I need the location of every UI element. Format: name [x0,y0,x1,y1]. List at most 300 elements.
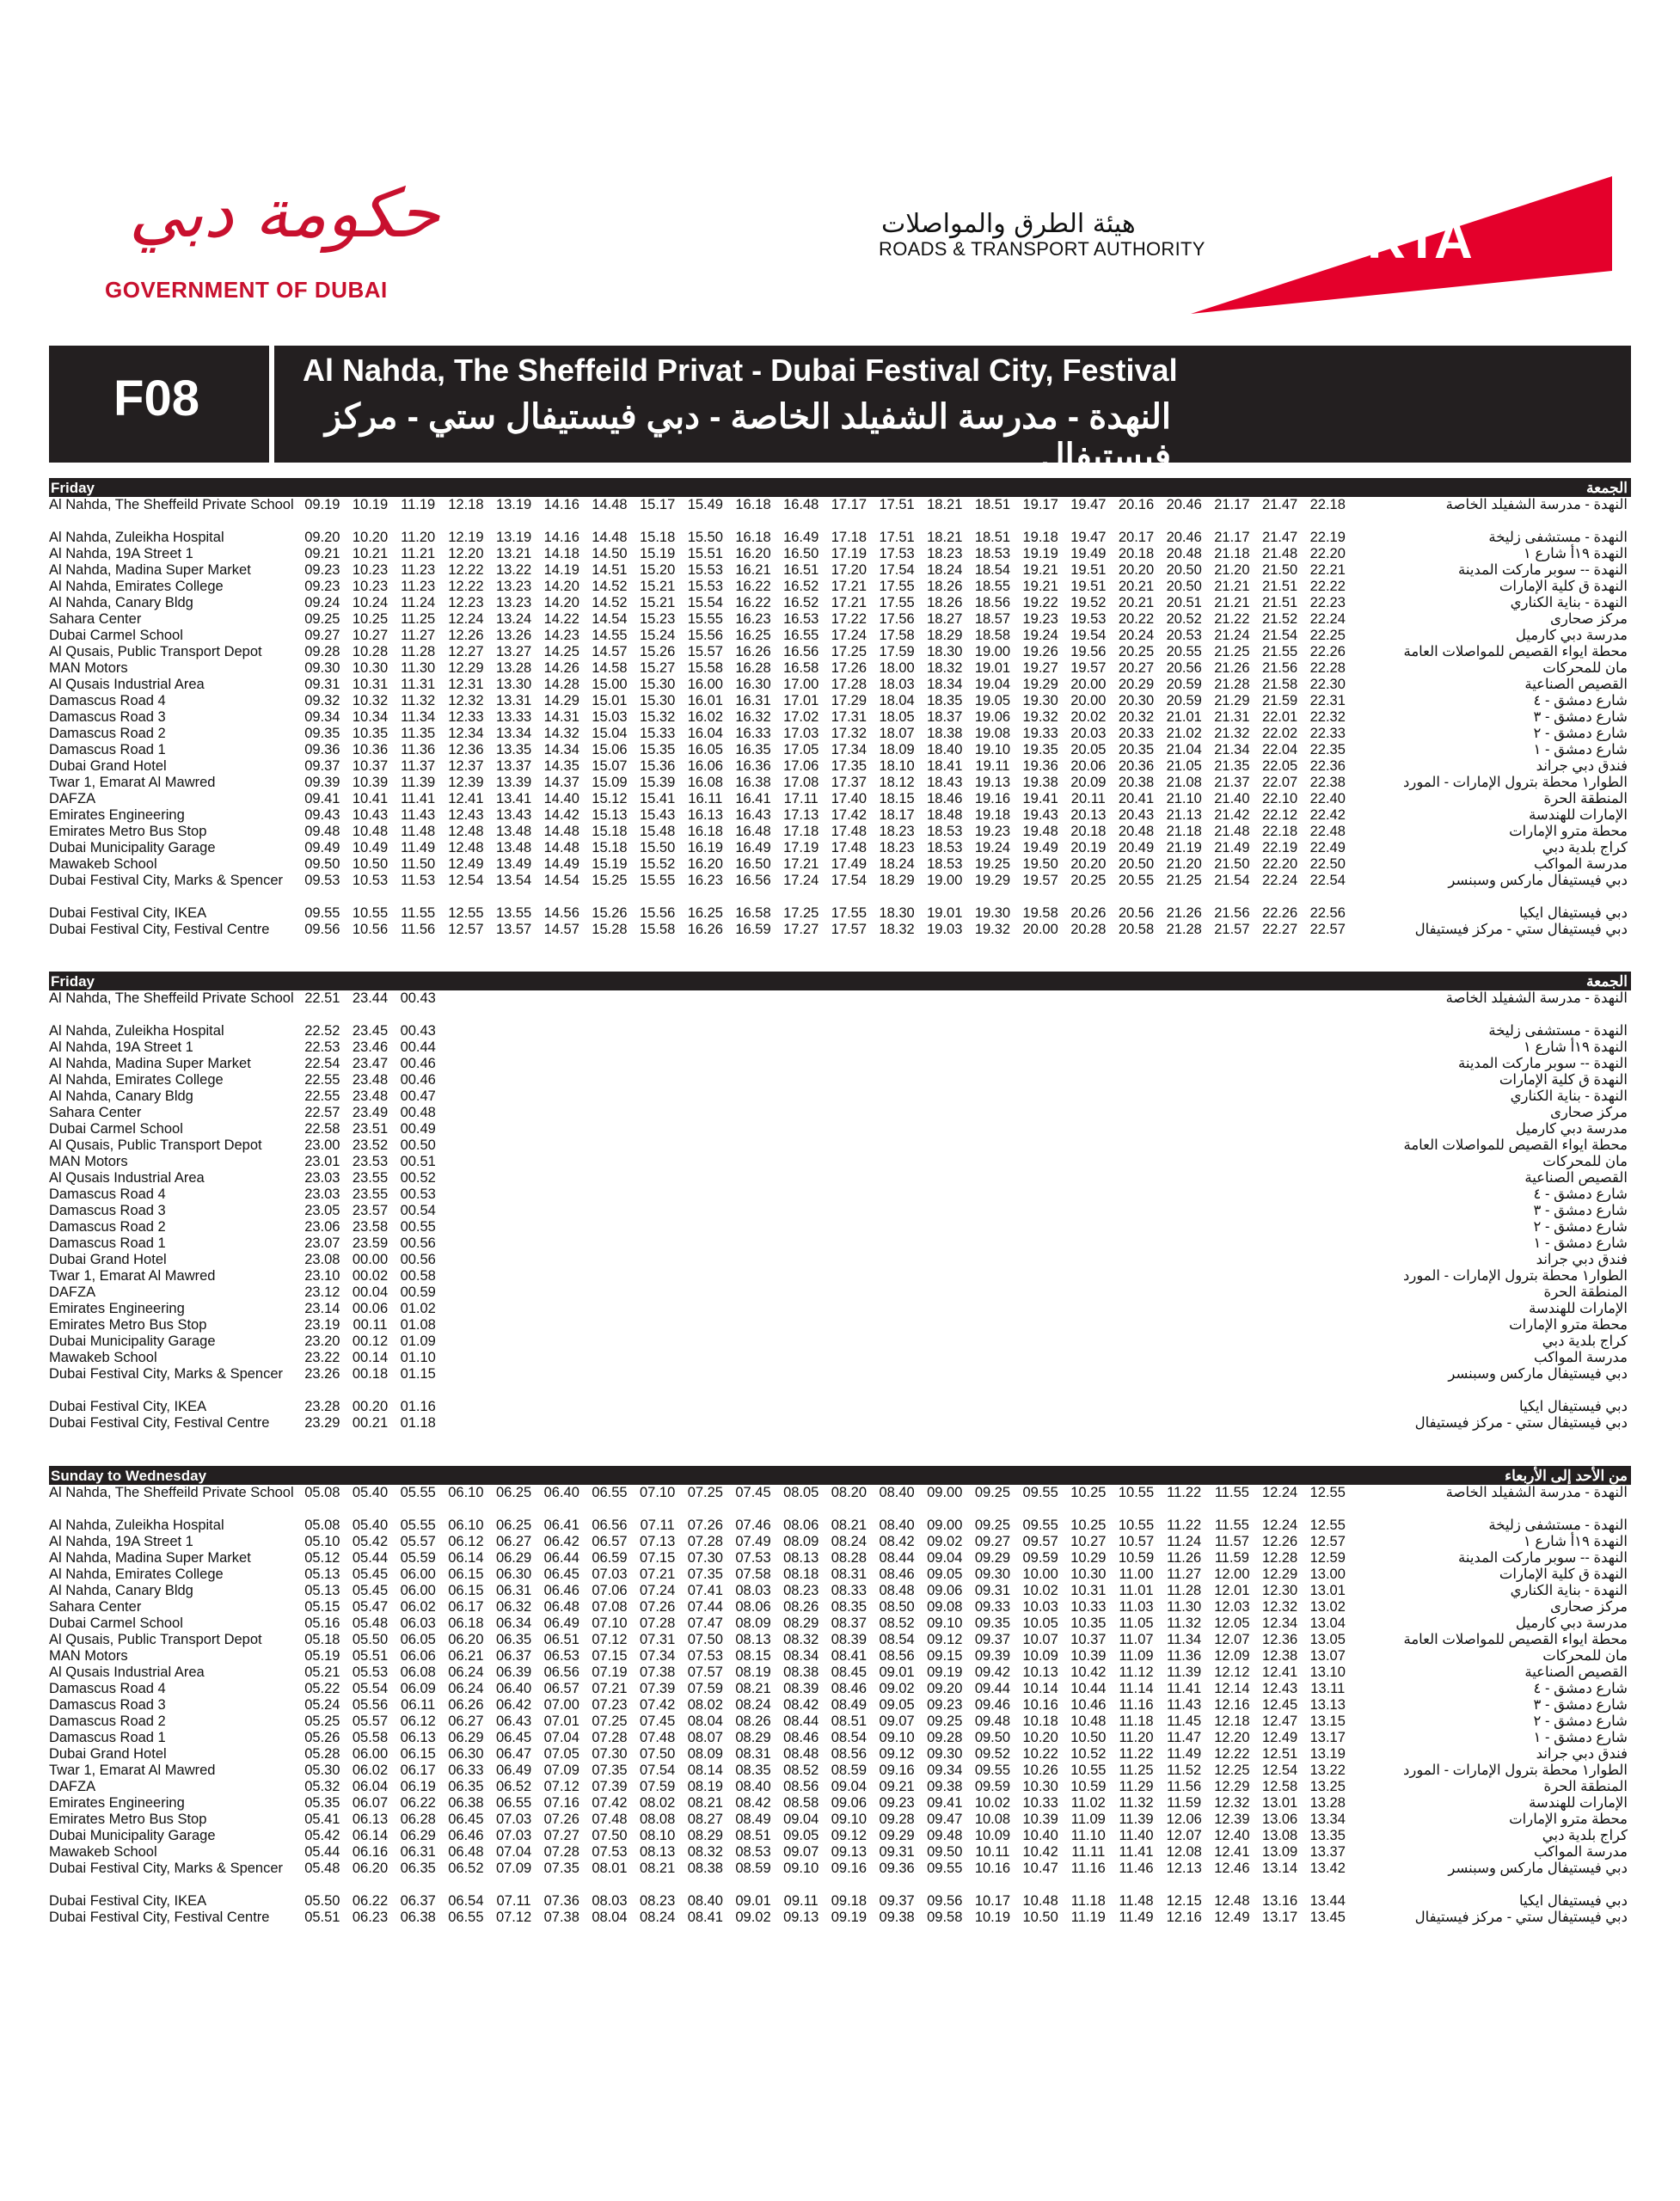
departure-time: 17.55 [831,905,868,921]
departure-time: 09.55 [1022,1485,1058,1500]
section-header [49,1466,1631,1485]
departure-time: 18.32 [927,660,963,676]
departure-time: 06.31 [495,1583,532,1598]
stop-name: Dubai Grand Hotel [49,1252,167,1267]
departure-time: 16.58 [735,905,771,921]
departure-time: 11.20 [1119,1730,1154,1745]
departure-time: 16.49 [783,530,819,545]
departure-time: 11.35 [401,726,436,741]
departure-time: 17.22 [831,611,868,627]
departure-time: 18.40 [927,742,963,757]
departure-time: 09.10 [879,1730,915,1745]
departure-time: 11.22 [1119,1746,1154,1762]
departure-times [298,791,1399,807]
departure-time: 08.40 [735,1779,771,1794]
departure-time: 10.55 [1118,1517,1155,1533]
departure-time: 09.20 [304,530,340,545]
stop-name-arabic: الإمارات للهندسة [1529,1301,1628,1316]
departure-time: 01.02 [400,1301,436,1316]
departure-time: 13.13 [1309,1697,1346,1713]
departure-times [298,1284,1399,1301]
departure-time: 07.12 [592,1632,628,1647]
departure-time: 09.53 [304,873,340,888]
departure-time: 09.19 [831,1910,868,1925]
departure-time: 08.46 [831,1681,868,1696]
departure-time: 05.48 [352,1615,389,1631]
stop-name-arabic: دبي فيستيفال ماركس وسبنسر [1448,873,1628,888]
departure-time: 22.18 [1309,497,1346,512]
departure-time: 11.48 [1119,1893,1154,1909]
departure-time: 19.49 [1070,546,1107,561]
departure-time: 18.48 [927,807,963,823]
departure-time: 00.46 [400,1072,436,1088]
departure-time: 00.47 [400,1088,436,1104]
departure-time: 12.06 [1166,1812,1202,1827]
departure-time: 09.05 [783,1828,819,1843]
departure-times [298,1665,1399,1681]
stop-name: Emirates Metro Bus Stop [49,1317,207,1333]
stop-name: Twar 1, Emarat Al Mawred [49,775,216,790]
stop-name-arabic: مان للمحركات [1542,1648,1628,1664]
departure-time: 20.00 [1070,693,1107,708]
departure-time: 09.21 [879,1779,915,1794]
departure-time: 15.24 [640,628,676,643]
stop-name-arabic: النهدة - مدرسة الشفيلد الخاصة [1445,497,1628,512]
table-row [49,562,1631,579]
departure-time: 14.26 [543,660,579,676]
departure-time: 07.28 [640,1615,676,1631]
timetable-section [49,1466,1631,1942]
departure-time: 20.24 [1118,628,1155,643]
departure-time: 15.28 [592,922,628,937]
departure-times [298,1333,1399,1350]
stop-name-arabic: شارع دمشق - ١ [1533,1235,1628,1251]
table-row [49,726,1631,742]
route-number: F08 [113,371,199,426]
departure-time: 08.06 [735,1599,771,1615]
departure-times [298,644,1399,660]
departure-time: 13.48 [495,824,532,839]
departure-time: 09.55 [304,905,340,921]
departure-time: 09.30 [974,1566,1011,1582]
stop-name: Dubai Carmel School [49,628,183,643]
departure-time: 08.49 [735,1812,771,1827]
departure-time: 21.49 [1214,840,1250,855]
departure-time: 08.35 [735,1763,771,1778]
departure-time: 19.56 [1070,644,1107,659]
stop-name: Al Qusais Industrial Area [49,1665,205,1680]
departure-time: 13.19 [1309,1746,1346,1762]
departure-time: 10.48 [352,824,389,839]
departure-time: 18.26 [927,595,963,610]
departure-time: 21.22 [1214,611,1250,627]
departure-time: 18.56 [974,595,1011,610]
departure-time: 08.32 [687,1844,723,1860]
departure-time: 09.05 [879,1697,915,1713]
departure-time: 21.25 [1166,873,1202,888]
departure-time: 11.05 [1119,1615,1154,1631]
departure-time: 23.59 [352,1235,389,1251]
departure-time: 09.10 [783,1861,819,1876]
departure-time: 18.29 [927,628,963,643]
departure-time: 18.30 [879,905,915,921]
departure-time: 08.28 [831,1550,868,1566]
departure-time: 20.03 [1070,726,1107,741]
departure-time: 10.02 [1022,1583,1058,1598]
departure-time: 07.04 [543,1730,579,1745]
table-row [49,1366,1631,1399]
stop-name: Damascus Road 4 [49,1186,166,1202]
departure-time: 14.48 [543,824,579,839]
departure-time: 18.24 [879,856,915,872]
departure-time: 22.32 [1309,709,1346,725]
departure-time: 23.14 [304,1301,340,1316]
departure-time: 12.43 [448,807,484,823]
departure-times [298,1599,1399,1615]
departure-time: 13.17 [1261,1910,1298,1925]
stop-name: Dubai Grand Hotel [49,758,167,774]
departure-time: 13.44 [1309,1893,1346,1909]
departure-time: 07.49 [735,1534,771,1549]
table-row [49,1121,1631,1137]
departure-time: 10.11 [975,1844,1010,1860]
departure-time: 10.34 [352,709,389,725]
stop-name-arabic: مان للمحركات [1542,660,1628,676]
departure-time: 23.48 [352,1072,389,1088]
departure-time: 01.18 [400,1415,436,1431]
departure-time: 11.14 [1119,1681,1154,1696]
departure-time: 16.48 [783,497,819,512]
departure-time: 19.49 [1022,840,1058,855]
stop-name-arabic: محطة مترو الإمارات [1509,1317,1628,1333]
departure-time: 06.22 [400,1795,436,1811]
departure-time: 16.36 [735,758,771,774]
departure-time: 13.43 [495,807,532,823]
departure-time: 17.26 [831,660,868,676]
departure-times [298,1039,1399,1056]
departure-time: 10.25 [352,611,389,627]
departure-time: 21.21 [1214,595,1250,610]
departure-time: 05.47 [352,1599,389,1615]
departure-time: 08.46 [783,1730,819,1745]
departure-time: 00.18 [352,1366,389,1382]
departure-time: 21.08 [1166,775,1202,790]
departure-time: 05.16 [304,1615,340,1631]
stop-name-arabic: مدرسة المواكب [1533,1844,1628,1860]
departure-time: 05.44 [352,1550,389,1566]
departure-time: 21.42 [1214,807,1250,823]
departure-time: 16.19 [687,840,723,855]
departure-time: 06.35 [448,1779,484,1794]
table-row [49,1779,1631,1795]
departure-time: 20.05 [1070,742,1107,757]
departure-time: 09.02 [879,1681,915,1696]
departure-time: 08.18 [783,1566,819,1582]
departure-time: 10.30 [1022,1779,1058,1794]
departure-time: 12.36 [448,742,484,757]
departure-time: 06.04 [352,1779,389,1794]
departure-time: 08.52 [783,1763,819,1778]
departure-times [298,1252,1399,1268]
departure-time: 11.52 [1167,1763,1202,1778]
departure-time: 08.04 [592,1910,628,1925]
departure-time: 09.36 [879,1861,915,1876]
departure-time: 12.46 [1214,1861,1250,1876]
departure-time: 06.37 [400,1893,436,1909]
departure-time: 05.40 [352,1517,389,1533]
departure-time: 07.42 [640,1697,676,1713]
departure-time: 10.20 [352,530,389,545]
stop-name: Al Nahda, Emirates College [49,1566,224,1582]
table-row [49,1301,1631,1317]
departure-time: 11.39 [401,775,436,790]
departure-time: 06.17 [400,1763,436,1778]
departure-time: 12.57 [1309,1534,1346,1549]
departure-time: 21.54 [1214,873,1250,888]
departure-time: 22.20 [1261,856,1298,872]
departure-time: 11.23 [401,579,436,594]
departure-time: 11.24 [1167,1534,1202,1549]
departure-time: 10.37 [352,758,389,774]
stop-name: Al Nahda, 19A Street 1 [49,1039,193,1055]
departure-time: 09.02 [735,1910,771,1925]
departure-time: 14.57 [543,922,579,937]
stop-name: Dubai Festival City, IKEA [49,1893,207,1909]
departure-time: 09.50 [304,856,340,872]
departure-time: 15.56 [640,905,676,921]
stop-name: Dubai Municipality Garage [49,1333,216,1349]
table-row [49,990,1631,1023]
departure-time: 00.02 [352,1268,389,1284]
departure-time: 22.19 [1261,840,1298,855]
stop-name-arabic: شارع دمشق - ٣ [1533,709,1628,725]
departure-times [298,873,1399,889]
table-row [49,1333,1631,1350]
departure-time: 23.03 [304,1186,340,1202]
departure-time: 11.56 [401,922,436,937]
departure-time: 13.23 [495,579,532,594]
departure-times [298,1268,1399,1284]
departure-time: 07.31 [640,1632,676,1647]
departure-time: 19.30 [974,905,1011,921]
departure-time: 13.00 [1309,1566,1346,1582]
departure-time: 15.30 [640,693,676,708]
departure-time: 11.41 [1119,1844,1154,1860]
timetable-section [49,972,1631,1448]
departure-time: 10.57 [1118,1534,1155,1549]
departure-time: 19.16 [974,791,1011,806]
departure-time: 22.50 [1309,856,1346,872]
departure-time: 10.27 [1070,1534,1107,1549]
stop-name-arabic: شارع دمشق - ٤ [1533,693,1628,708]
departure-times [298,1186,1399,1203]
departure-time: 08.41 [831,1648,868,1664]
departure-time: 09.01 [879,1665,915,1680]
departure-time: 08.56 [879,1648,915,1664]
departure-time: 10.48 [1070,1714,1107,1729]
departure-times [298,1366,1399,1383]
departure-time: 15.21 [640,595,676,610]
stop-name-arabic: الإمارات للهندسة [1529,1795,1628,1811]
stop-name: Mawakeb School [49,856,157,872]
departure-time: 00.51 [400,1154,436,1169]
departure-times [298,990,1399,1007]
departure-time: 19.36 [1022,758,1058,774]
stop-name-arabic: دبي فيستيفال ماركس وسبنسر [1448,1861,1628,1876]
departure-time: 07.36 [543,1893,579,1909]
departure-time: 06.40 [543,1485,579,1500]
departure-time: 06.15 [448,1566,484,1582]
departure-time: 09.48 [927,1828,963,1843]
departure-time: 18.58 [974,628,1011,643]
departure-time: 08.48 [879,1583,915,1598]
page-header [0,0,1680,344]
departure-time: 21.55 [1261,644,1298,659]
stop-name-arabic: النهدة ١٩أ شارع ١ [1523,546,1628,561]
departure-time: 22.24 [1309,611,1346,627]
departure-times [298,1088,1399,1105]
departure-time: 10.02 [974,1795,1011,1811]
departure-time: 05.12 [304,1550,340,1566]
departure-time: 17.08 [783,775,819,790]
departure-time: 06.55 [495,1795,532,1811]
departure-time: 09.56 [304,922,340,937]
departure-time: 00.14 [352,1350,389,1365]
departure-time: 06.17 [448,1599,484,1615]
stop-name-arabic: شارع دمشق - ٤ [1533,1681,1628,1696]
departure-time: 12.28 [1261,1550,1298,1566]
departure-time: 23.01 [304,1154,340,1169]
departure-time: 06.27 [495,1534,532,1549]
departure-time: 23.51 [352,1121,389,1137]
table-row [49,1485,1631,1517]
departure-time: 07.11 [496,1893,531,1909]
departure-time: 15.55 [640,873,676,888]
departure-time: 10.42 [1070,1665,1107,1680]
departure-time: 18.10 [879,758,915,774]
departure-time: 19.52 [1070,595,1107,610]
departure-time: 09.49 [304,840,340,855]
departure-time: 00.21 [352,1415,389,1431]
departure-time: 05.57 [400,1534,436,1549]
departure-time: 07.00 [543,1697,579,1713]
departure-time: 11.19 [1070,1910,1106,1925]
departure-time: 07.25 [687,1485,723,1500]
departure-time: 12.54 [448,873,484,888]
departure-time: 06.15 [400,1746,436,1762]
departure-time: 22.18 [1261,824,1298,839]
departure-time: 07.46 [735,1517,771,1533]
departure-time: 20.48 [1118,824,1155,839]
departure-time: 09.16 [831,1861,868,1876]
departure-time: 11.43 [1167,1697,1202,1713]
departure-time: 16.25 [735,628,771,643]
departure-time: 11.25 [401,611,436,627]
stop-name: Dubai Grand Hotel [49,1746,167,1762]
departure-time: 05.42 [304,1828,340,1843]
stop-name: Emirates Engineering [49,807,185,823]
departure-time: 19.43 [1022,807,1058,823]
departure-time: 11.31 [401,677,436,692]
table-row [49,1186,1631,1203]
departure-time: 16.28 [735,660,771,676]
departure-time: 18.51 [974,530,1011,545]
departure-time: 14.49 [543,856,579,872]
departure-times [298,1632,1399,1648]
stop-name-arabic: شارع دمشق - ١ [1533,742,1628,757]
departure-time: 07.03 [495,1828,532,1843]
stop-name: Dubai Festival City, Festival Centre [49,922,270,937]
departure-time: 10.39 [352,775,389,790]
table-row [49,742,1631,758]
departure-time: 18.23 [879,840,915,855]
departure-time: 12.12 [1214,1665,1250,1680]
departure-time: 05.44 [304,1844,340,1860]
departure-time: 16.20 [687,856,723,872]
stop-name-arabic: فندق دبي جراند [1536,1746,1628,1762]
departure-time: 16.08 [687,775,723,790]
departure-time: 13.33 [495,709,532,725]
departure-time: 09.31 [304,677,340,692]
departure-time: 21.56 [1214,905,1250,921]
departure-time: 07.50 [687,1632,723,1647]
departure-time: 14.31 [543,709,579,725]
departure-time: 05.24 [304,1697,340,1713]
departure-time: 22.36 [1309,758,1346,774]
departure-time: 08.20 [831,1485,868,1500]
stop-name-arabic: النهدة - مستشفى زليخة [1488,1517,1628,1533]
departure-time: 00.43 [400,990,436,1006]
stop-name-arabic: النهدة - مدرسة الشفيلد الخاصة [1445,1485,1628,1500]
stop-name-arabic: دبي فيستيفال ستي - مركز فيستيفال [1414,922,1628,937]
stop-name: Al Nahda, Zuleikha Hospital [49,530,224,545]
departure-time: 08.59 [831,1763,868,1778]
departure-time: 14.51 [592,562,628,578]
departure-time: 14.25 [543,644,579,659]
departure-time: 22.57 [1309,922,1346,937]
departure-time: 14.16 [543,530,579,545]
departure-time: 06.29 [400,1828,436,1843]
departure-time: 16.13 [687,807,723,823]
departure-time: 11.32 [401,693,436,708]
departure-time: 14.40 [543,791,579,806]
departure-time: 05.55 [400,1485,436,1500]
departure-time: 09.37 [879,1893,915,1909]
stop-name: Dubai Festival City, Marks & Spencer [49,873,284,888]
departure-time: 22.40 [1309,791,1346,806]
departure-time: 15.13 [592,807,628,823]
stop-name: Al Nahda, Zuleikha Hospital [49,1517,224,1533]
departure-time: 00.20 [352,1399,389,1414]
departure-time: 14.16 [543,497,579,512]
svg-text:RTA: RTA [1367,211,1473,270]
departure-time: 09.33 [974,1599,1011,1615]
table-row [49,709,1631,726]
departure-time: 19.18 [974,807,1011,823]
departure-time: 00.53 [400,1186,436,1202]
departure-time: 18.26 [927,579,963,594]
departure-time: 07.45 [735,1485,771,1500]
departure-time: 20.18 [1070,824,1107,839]
departure-time: 11.34 [401,709,436,725]
departure-time: 13.04 [1309,1615,1346,1631]
departure-time: 07.10 [592,1615,628,1631]
departure-time: 14.20 [543,595,579,610]
departure-time: 09.23 [304,579,340,594]
departure-time: 22.30 [1309,677,1346,692]
departure-time: 12.15 [1166,1893,1202,1909]
departure-time: 21.51 [1261,595,1298,610]
